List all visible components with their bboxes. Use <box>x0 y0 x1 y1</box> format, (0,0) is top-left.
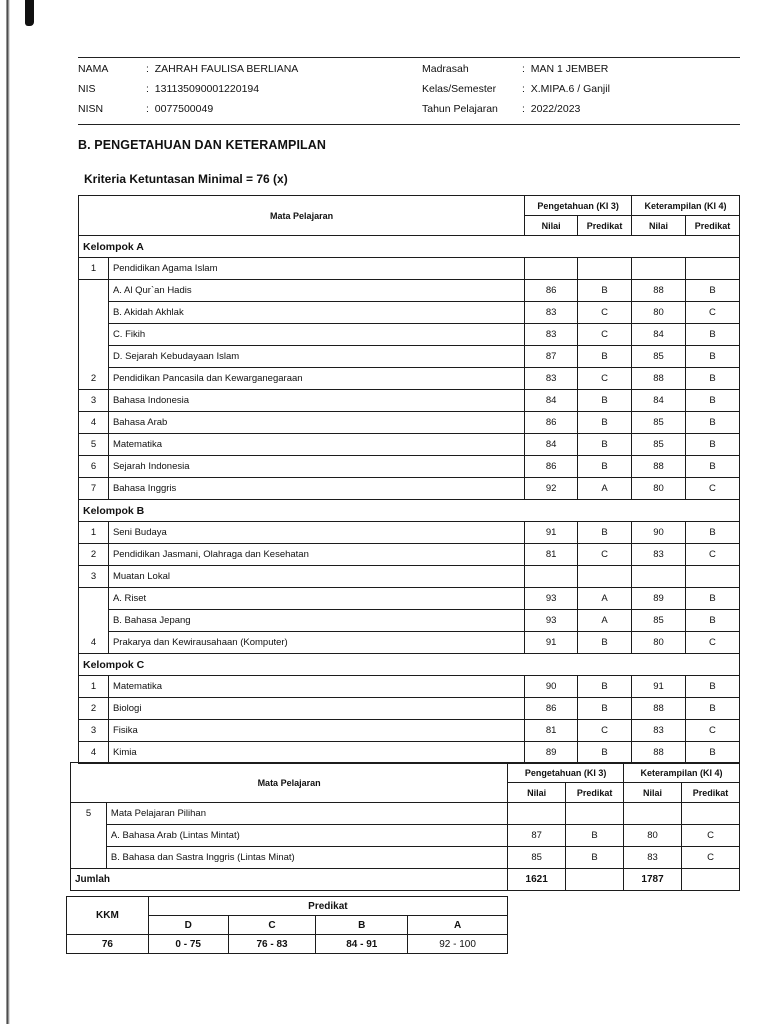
predikat-keterampilan: B <box>685 698 739 720</box>
student-identity-block <box>78 57 740 125</box>
subject-name: Pendidikan Pancasila dan Kewarganegaraan <box>108 368 524 390</box>
row-number <box>79 324 109 346</box>
predikat-keterampilan: C <box>685 478 739 500</box>
madrasah-label: Madrasah <box>422 63 469 75</box>
subject-row <box>79 566 740 588</box>
tahun-value: : 2022/2023 <box>522 101 580 117</box>
nilai-pengetahuan: 81 <box>525 544 578 566</box>
row-number: 2 <box>79 698 109 720</box>
subject-name: Bahasa Arab <box>108 412 524 434</box>
nilai-pengetahuan: 81 <box>525 720 578 742</box>
row-number: 1 <box>79 522 109 544</box>
grade-a: A <box>408 916 508 935</box>
predikat-keterampilan: B <box>685 346 739 368</box>
nilai-keterampilan: 84 <box>632 324 686 346</box>
nilai-pengetahuan <box>525 258 578 280</box>
subject-row <box>79 720 740 742</box>
predikat-pengetahuan: B <box>578 676 632 698</box>
subject-name: D. Sejarah Kebudayaan Islam <box>108 346 524 368</box>
elective-nilai-pengetahuan: 87 <box>508 825 566 847</box>
group-name: Kelompok C <box>79 654 740 676</box>
subject-row <box>79 522 740 544</box>
elective-header-predikat-pengetahuan: Predikat <box>566 783 624 803</box>
madrasah-value: : MAN 1 JEMBER <box>522 61 608 77</box>
group-row <box>79 236 740 258</box>
row-number: 1 <box>79 676 109 698</box>
nilai-keterampilan: 83 <box>632 544 686 566</box>
row-number: 6 <box>79 456 109 478</box>
subject-name: Seni Budaya <box>108 522 524 544</box>
elective-subject: A. Bahasa Arab (Lintas Mintat) <box>106 825 507 847</box>
grade-table <box>78 195 740 764</box>
subject-row <box>79 588 740 610</box>
kkm-label: KKM <box>67 897 149 935</box>
subject-name: Pendidikan Agama Islam <box>108 258 524 280</box>
group-name: Kelompok A <box>79 236 740 258</box>
subject-row <box>79 390 740 412</box>
kkm-predikat-table <box>66 896 508 954</box>
kelas-label: Kelas/Semester <box>422 83 497 95</box>
total-row <box>71 869 740 891</box>
nisn-label: NISN <box>78 103 104 115</box>
predikat-keterampilan: B <box>685 280 739 302</box>
header-nilai-pengetahuan: Nilai <box>525 216 578 236</box>
predikat-pengetahuan: C <box>578 544 632 566</box>
subject-name: C. Fikih <box>108 324 524 346</box>
subject-name: Matematika <box>108 434 524 456</box>
predikat-keterampilan: B <box>685 412 739 434</box>
nilai-pengetahuan: 91 <box>525 522 578 544</box>
nama-value: : ZAHRAH FAULISA BERLIANA <box>146 61 298 77</box>
nilai-keterampilan <box>632 258 686 280</box>
header-predikat-keterampilan: Predikat <box>685 216 739 236</box>
predikat-pengetahuan: A <box>578 610 632 632</box>
elective-nilai-keterampilan: 83 <box>624 847 682 869</box>
subject-row <box>79 478 740 500</box>
subject-row <box>79 632 740 654</box>
predikat-pengetahuan <box>578 566 632 588</box>
header-predikat-pengetahuan: Predikat <box>578 216 632 236</box>
grade-d: D <box>148 916 228 935</box>
elective-header-pengetahuan: Pengetahuan (KI 3) <box>508 763 624 783</box>
kelas-value: : X.MIPA.6 / Ganjil <box>522 81 610 97</box>
row-number <box>79 302 109 324</box>
predikat-keterampilan: C <box>685 632 739 654</box>
identity-row-nis <box>78 81 740 97</box>
grade-c: C <box>228 916 316 935</box>
predikat-keterampilan <box>685 258 739 280</box>
elective-header-keterampilan: Keterampilan (KI 4) <box>624 763 740 783</box>
nilai-pengetahuan: 83 <box>525 302 578 324</box>
nilai-pengetahuan: 86 <box>525 698 578 720</box>
subject-name: Pendidikan Jasmani, Olahraga dan Kesehatan <box>108 544 524 566</box>
subject-name: Bahasa Inggris <box>108 478 524 500</box>
nilai-pengetahuan: 86 <box>525 280 578 302</box>
range-b: 84 - 91 <box>316 935 408 954</box>
nis-label: NIS <box>78 83 96 95</box>
nilai-keterampilan: 88 <box>632 456 686 478</box>
elective-title: Mata Pelajaran Pilihan <box>106 803 507 825</box>
nilai-pengetahuan: 93 <box>525 610 578 632</box>
elective-predikat-keterampilan: C <box>682 825 740 847</box>
row-number: 3 <box>79 720 109 742</box>
nilai-pengetahuan: 90 <box>525 676 578 698</box>
predikat-keterampilan: B <box>685 324 739 346</box>
header-pengetahuan: Pengetahuan (KI 3) <box>525 196 632 216</box>
predikat-pengetahuan <box>578 258 632 280</box>
predikat-keterampilan: C <box>685 720 739 742</box>
row-number: 5 <box>79 434 109 456</box>
elective-header-nilai-pengetahuan: Nilai <box>508 783 566 803</box>
elective-number: 5 <box>71 803 107 869</box>
nilai-keterampilan: 88 <box>632 742 686 764</box>
row-number: 4 <box>79 742 109 764</box>
predikat-pengetahuan: C <box>578 720 632 742</box>
identity-row-nisn <box>78 101 740 117</box>
subject-row <box>79 676 740 698</box>
nilai-pengetahuan: 84 <box>525 390 578 412</box>
grade-table-body <box>79 236 740 764</box>
subject-row <box>79 258 740 280</box>
subject-row <box>79 412 740 434</box>
subject-name: Fisika <box>108 720 524 742</box>
predikat-pengetahuan: C <box>578 324 632 346</box>
nilai-pengetahuan: 93 <box>525 588 578 610</box>
predikat-keterampilan: B <box>685 456 739 478</box>
row-number <box>79 280 109 302</box>
nilai-pengetahuan: 84 <box>525 434 578 456</box>
nilai-pengetahuan: 86 <box>525 412 578 434</box>
predikat-keterampilan: B <box>685 588 739 610</box>
predikat-keterampilan: C <box>685 544 739 566</box>
subject-name: Prakarya dan Kewirausahaan (Komputer) <box>108 632 524 654</box>
nilai-keterampilan: 85 <box>632 346 686 368</box>
elective-header-mapel: Mata Pelajaran <box>71 763 508 803</box>
nilai-keterampilan: 88 <box>632 368 686 390</box>
nilai-pengetahuan: 92 <box>525 478 578 500</box>
subject-name: Biologi <box>108 698 524 720</box>
subject-row <box>79 302 740 324</box>
header-keterampilan: Keterampilan (KI 4) <box>632 196 740 216</box>
nilai-keterampilan: 80 <box>632 478 686 500</box>
predikat-pengetahuan: B <box>578 280 632 302</box>
predikat-keterampilan: C <box>685 302 739 324</box>
predikat-label: Predikat <box>148 897 507 916</box>
predikat-pengetahuan: B <box>578 522 632 544</box>
elective-row <box>71 825 740 847</box>
predikat-pengetahuan: B <box>578 698 632 720</box>
grade-b: B <box>316 916 408 935</box>
predikat-keterampilan: B <box>685 390 739 412</box>
subject-row <box>79 280 740 302</box>
predikat-pengetahuan: B <box>578 412 632 434</box>
kkm-value: 76 <box>67 935 149 954</box>
nisn-value: : 0077500049 <box>146 101 213 117</box>
nis-value: : 131135090001220194 <box>146 81 259 97</box>
nilai-keterampilan: 90 <box>632 522 686 544</box>
nilai-pengetahuan <box>525 566 578 588</box>
predikat-pengetahuan: A <box>578 588 632 610</box>
row-number: 4 <box>79 632 109 654</box>
row-number <box>79 346 109 368</box>
subject-row <box>79 610 740 632</box>
nilai-keterampilan: 85 <box>632 610 686 632</box>
predikat-pengetahuan: B <box>578 346 632 368</box>
elective-subject: B. Bahasa dan Sastra Inggris (Lintas Minat) <box>106 847 507 869</box>
predikat-pengetahuan: A <box>578 478 632 500</box>
predikat-pengetahuan: B <box>578 434 632 456</box>
identity-row-nama <box>78 61 740 77</box>
row-number: 2 <box>79 544 109 566</box>
elective-header-predikat-keterampilan: Predikat <box>682 783 740 803</box>
predikat-pengetahuan: B <box>578 456 632 478</box>
tahun-label: Tahun Pelajaran <box>422 103 498 115</box>
subject-name: Sejarah Indonesia <box>108 456 524 478</box>
predikat-keterampilan <box>685 566 739 588</box>
subject-name: Matematika <box>108 676 524 698</box>
total-keterampilan: 1787 <box>624 869 682 891</box>
subject-name: Kimia <box>108 742 524 764</box>
row-number: 3 <box>79 390 109 412</box>
subject-name: B. Bahasa Jepang <box>108 610 524 632</box>
predikat-keterampilan: B <box>685 522 739 544</box>
scan-edge-shadow <box>0 0 22 1024</box>
group-row <box>79 654 740 676</box>
nilai-pengetahuan: 87 <box>525 346 578 368</box>
predikat-keterampilan: B <box>685 434 739 456</box>
subject-row <box>79 368 740 390</box>
predikat-keterampilan: B <box>685 368 739 390</box>
nilai-keterampilan: 84 <box>632 390 686 412</box>
nilai-pengetahuan: 83 <box>525 368 578 390</box>
elective-nilai-pengetahuan: 85 <box>508 847 566 869</box>
nilai-pengetahuan: 86 <box>525 456 578 478</box>
group-row <box>79 500 740 522</box>
elective-nilai-keterampilan: 80 <box>624 825 682 847</box>
nilai-keterampilan: 91 <box>632 676 686 698</box>
row-number <box>79 610 109 632</box>
subject-name: Muatan Lokal <box>108 566 524 588</box>
elective-row <box>71 847 740 869</box>
row-number: 7 <box>79 478 109 500</box>
subject-row <box>79 456 740 478</box>
row-number: 2 <box>79 368 109 390</box>
nama-label: NAMA <box>78 63 109 75</box>
subject-name: B. Akidah Akhlak <box>108 302 524 324</box>
row-number: 4 <box>79 412 109 434</box>
nilai-keterampilan: 88 <box>632 280 686 302</box>
range-c: 76 - 83 <box>228 935 316 954</box>
elective-header-nilai-keterampilan: Nilai <box>624 783 682 803</box>
section-title: B. PENGETAHUAN DAN KETERAMPILAN <box>78 138 327 152</box>
nilai-pengetahuan: 89 <box>525 742 578 764</box>
kkm-title: Kriteria Ketuntasan Minimal = 76 (x) <box>84 172 288 186</box>
nilai-keterampilan: 88 <box>632 698 686 720</box>
range-a: 92 - 100 <box>408 935 508 954</box>
nilai-pengetahuan: 91 <box>525 632 578 654</box>
nilai-keterampilan: 85 <box>632 434 686 456</box>
total-label: Jumlah <box>71 869 508 891</box>
subject-row <box>79 544 740 566</box>
elective-predikat-keterampilan: C <box>682 847 740 869</box>
row-number: 3 <box>79 566 109 588</box>
total-pengetahuan: 1621 <box>508 869 566 891</box>
nilai-keterampilan: 83 <box>632 720 686 742</box>
subject-name: A. Al Qur`an Hadis <box>108 280 524 302</box>
subject-name: A. Riset <box>108 588 524 610</box>
nilai-keterampilan: 89 <box>632 588 686 610</box>
elective-table <box>70 762 740 891</box>
nilai-keterampilan: 80 <box>632 302 686 324</box>
elective-predikat-pengetahuan: B <box>566 847 624 869</box>
nilai-pengetahuan: 83 <box>525 324 578 346</box>
row-number: 1 <box>79 258 109 280</box>
elective-predikat-pengetahuan: B <box>566 825 624 847</box>
subject-row <box>79 742 740 764</box>
subject-row <box>79 698 740 720</box>
predikat-pengetahuan: B <box>578 742 632 764</box>
subject-row <box>79 324 740 346</box>
range-d: 0 - 75 <box>148 935 228 954</box>
header-nilai-keterampilan: Nilai <box>632 216 686 236</box>
predikat-pengetahuan: C <box>578 368 632 390</box>
predikat-pengetahuan: C <box>578 302 632 324</box>
predikat-keterampilan: B <box>685 676 739 698</box>
predikat-pengetahuan: B <box>578 390 632 412</box>
predikat-pengetahuan: B <box>578 632 632 654</box>
subject-row <box>79 346 740 368</box>
header-mapel: Mata Pelajaran <box>79 196 525 236</box>
scan-ink-mark <box>25 0 34 26</box>
nilai-keterampilan: 85 <box>632 412 686 434</box>
predikat-keterampilan: B <box>685 742 739 764</box>
subject-row <box>79 434 740 456</box>
nilai-keterampilan <box>632 566 686 588</box>
row-number <box>79 588 109 610</box>
nilai-keterampilan: 80 <box>632 632 686 654</box>
subject-name: Bahasa Indonesia <box>108 390 524 412</box>
predikat-keterampilan: B <box>685 610 739 632</box>
group-name: Kelompok B <box>79 500 740 522</box>
